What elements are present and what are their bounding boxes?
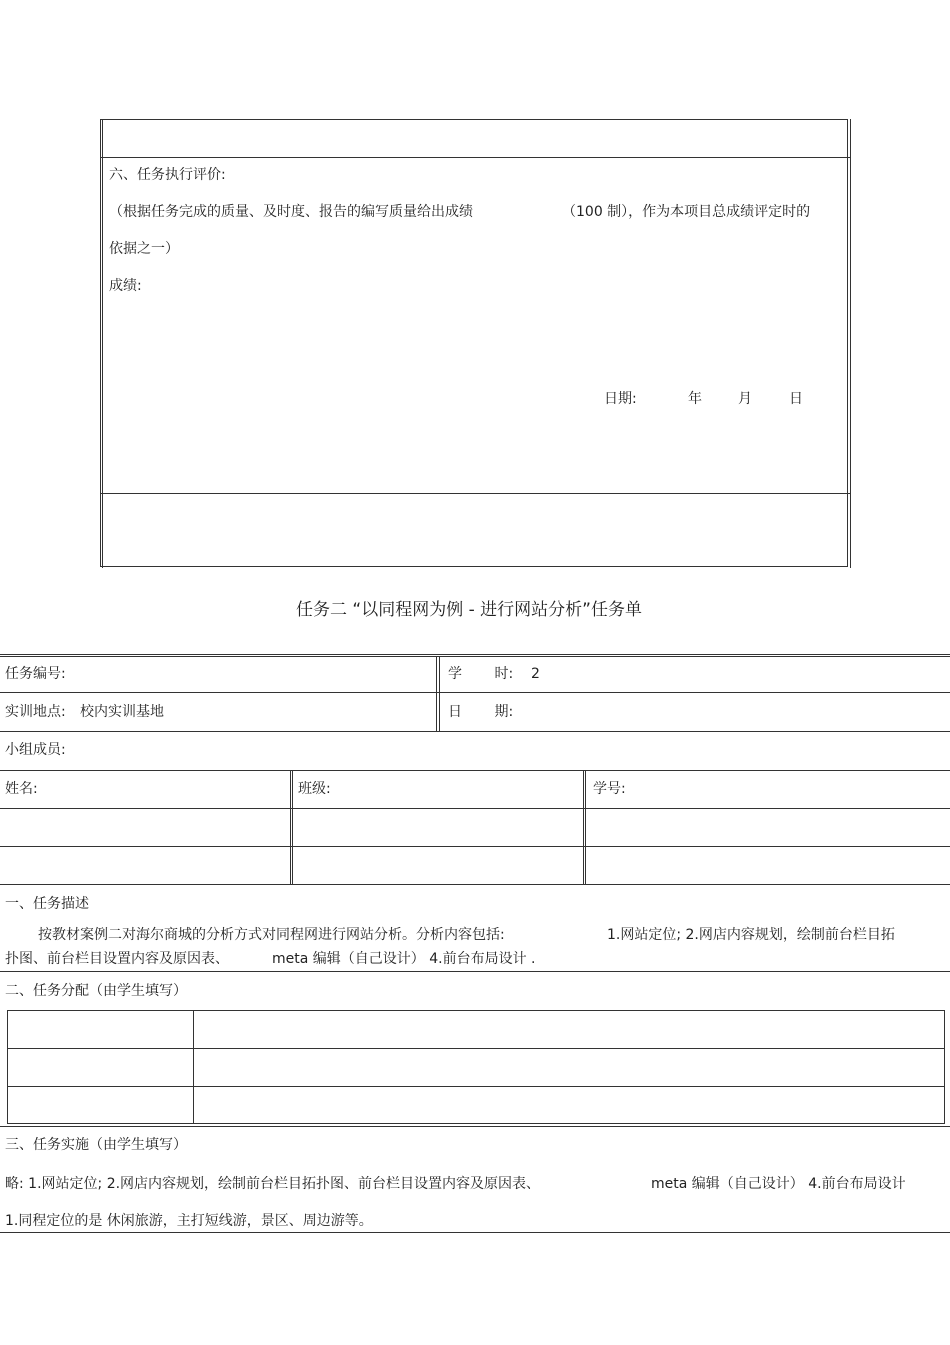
section1-line1-a: 按教材案例二对海尔商城的分析方式对同程网进行网站分析。分析内容包括:: [38, 927, 505, 943]
hours-value: 2: [531, 666, 540, 682]
section2-title: 二、任务分配（由学生填写）: [5, 983, 187, 999]
eval-box-divider-top: [100, 157, 850, 158]
section2-bottom-line: [0, 1126, 950, 1127]
date-label: 日 期:: [448, 704, 514, 720]
eval-date-label: 日期:: [604, 391, 637, 407]
section3-line1-a: 略: 1.网站定位; 2.网店内容规划，绘制前台栏目拓扑图、前台栏目设置内容及原因表、: [5, 1176, 541, 1192]
eval-box-left-double: [102, 119, 103, 568]
info-col-divider-1: [436, 656, 437, 731]
eval-year: 年: [688, 391, 702, 407]
task-title: 任务二 “以同程网为例 - 进行网站分析”任务单: [296, 600, 642, 620]
member-name-header: 姓名:: [5, 781, 38, 797]
member-id-header: 学号:: [593, 781, 626, 797]
task-number-label: 任务编号:: [5, 666, 66, 682]
assignment-table: [7, 1010, 945, 1124]
members-bottom-line: [0, 884, 950, 885]
hours-label: 学 时:: [448, 666, 514, 682]
eval-box-right-double: [850, 119, 851, 568]
eval-day: 日: [789, 391, 803, 407]
section3-line1-b: meta 编辑（自己设计） 4.前台布局设计: [651, 1176, 906, 1192]
members-col-divider-2b: [585, 770, 586, 884]
section1-bottom-line: [0, 971, 950, 972]
score-label: 成绩:: [109, 278, 142, 294]
members-col-divider-2: [583, 770, 584, 884]
section1-line2-a: 扑图、前台栏目设置内容及原因表、: [5, 951, 229, 967]
members-row-line-2: [0, 846, 950, 847]
group-members-label: 小组成员:: [5, 742, 66, 758]
assignment-col-divider: [193, 1010, 194, 1124]
info-row-line: [0, 692, 950, 693]
members-col-divider-1: [290, 770, 291, 884]
info-top-line-2: [0, 656, 950, 657]
section1-line1-b: 1.网站定位; 2.网店内容规划，绘制前台栏目拓: [607, 927, 895, 943]
info-top-line-1: [0, 654, 950, 655]
evaluation-box: [100, 119, 848, 567]
section3-bottom-line: [0, 1232, 950, 1233]
section3-line2: 1.同程定位的是 休闲旅游，主打短线游，景区、周边游等。: [5, 1213, 373, 1229]
section3-title: 三、任务实施（由学生填写）: [5, 1137, 187, 1153]
members-col-divider-1b: [292, 770, 293, 884]
location-value: 校内实训基地: [80, 704, 164, 720]
assignment-row-line-2: [7, 1086, 945, 1087]
info-col-divider-2: [439, 656, 440, 731]
members-row-line-1: [0, 808, 950, 809]
section1-line2-b: meta 编辑（自己设计） 4.前台布局设计 .: [272, 951, 536, 967]
eval-month: 月: [738, 391, 752, 407]
eval-instruction-part3: 依据之一）: [109, 241, 179, 257]
eval-section-title: 六、任务执行评价:: [109, 167, 226, 183]
location-label: 实训地点:: [5, 704, 66, 720]
assignment-row-line-1: [7, 1048, 945, 1049]
info-row-line-2: [0, 731, 950, 732]
eval-box-divider-bottom: [100, 493, 850, 494]
eval-instruction-part1: （根据任务完成的质量、及时度、报告的编写质量给出成绩: [109, 204, 473, 220]
section1-title: 一、任务描述: [5, 896, 89, 912]
member-class-header: 班级:: [298, 781, 331, 797]
eval-instruction-part2: （100 制），作为本项目总成绩评定时的: [562, 204, 811, 220]
members-top-line: [0, 770, 950, 771]
